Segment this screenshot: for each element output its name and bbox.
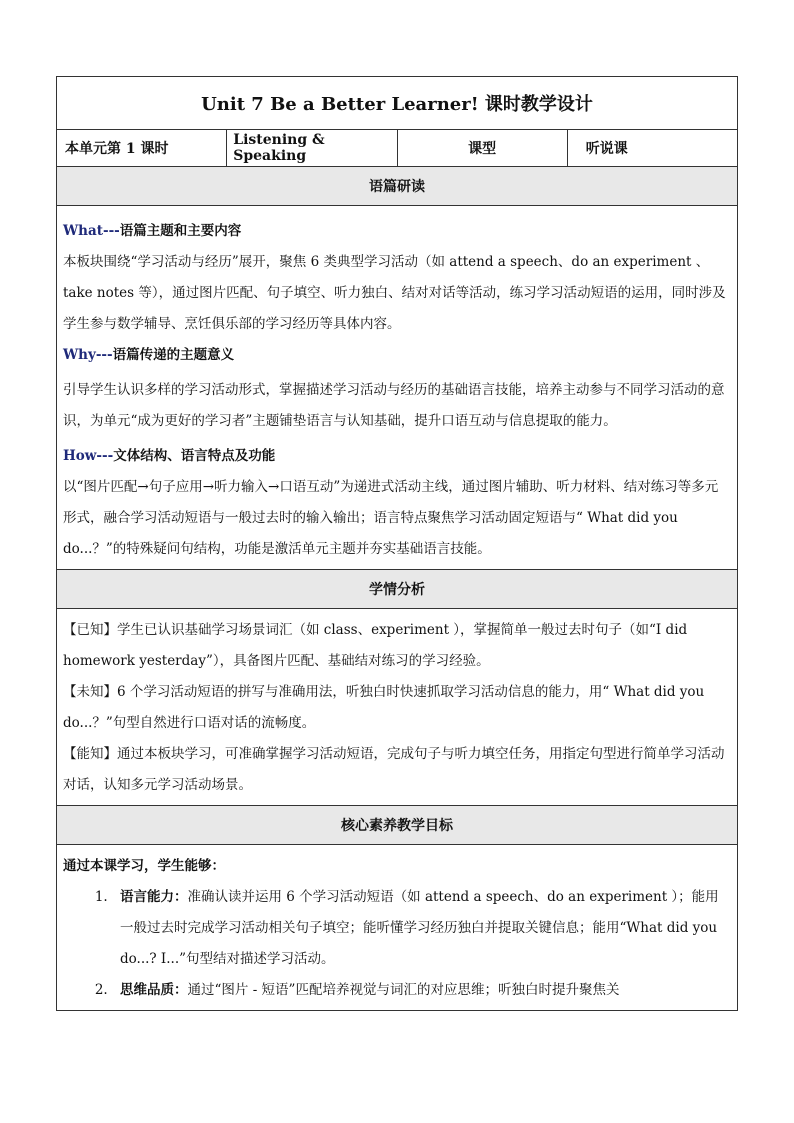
objective-item [112, 882, 729, 975]
teaching-objectives-body [57, 845, 738, 1011]
how-heading [63, 441, 729, 472]
meta-row [57, 130, 738, 167]
objective-text: 准确认读并运用 6 个学习活动短语（如 attend a speech、do an experiment ）；能用一般过去时完成学习活动相关句子填空；能听懂学习经历独白并提取关键信息；能用“What did you do...? I...”句型结对描述学习活动。 [120, 889, 719, 967]
how-paragraph: 以“图片匹配→句子应用→听力输入→口语互动”为递进式活动主线，通过图片辅助、听力材料、结对练习等多元形式，融合学习活动短语与一般过去时的输入输出；语言特点聚焦学习活动固定短语与“ What did you do...？”的特殊疑问句结构，功能是激活单元主题并夯实基础语言技能。 [63, 479, 719, 557]
lesson-topic-cell: Listening & Speaking [227, 130, 397, 167]
unknown-paragraph: 【未知】6 个学习活动短语的拼写与准确用法，听独白时快速抓取学习活动信息的能力，用“ What did you do...？”句型自然进行口语对话的流畅度。 [63, 684, 705, 731]
objective-label: 思维品质： [120, 982, 188, 998]
why-paragraph: 引导学生认识多样的学习活动形式，掌握描述学习活动与经历的基础语言技能，培养主动参与不同学习活动的意识，为单元“成为更好的学习者”主题铺垫语言与认知基础，提升口语互动与信息提取的能力。 [63, 382, 725, 429]
document-title: Unit 7 Be a Better Learner! 课时教学设计 [57, 77, 738, 130]
objective-text: 通过“图片 - 短语”匹配培养视觉与词汇的对应思维；听独白时提升聚焦关 [187, 982, 620, 998]
learner-analysis-body [57, 609, 738, 806]
lesson-plan-table [56, 76, 738, 1011]
can-know-paragraph: 【能知】通过本板块学习，可准确掌握学习活动短语，完成句子与听力填空任务，用指定句型进行简单学习活动对话，认知多元学习活动场景。 [63, 746, 725, 793]
how-lead: How--- [63, 448, 114, 464]
objectives-list [63, 882, 729, 1006]
section-heading-text-analysis: 语篇研读 [57, 167, 738, 206]
lesson-plan-document [56, 76, 738, 1011]
section-heading-teaching-objectives: 核心素养教学目标 [57, 806, 738, 845]
objectives-intro: 通过本课学习，学生能够： [63, 858, 225, 874]
what-title: 语篇主题和主要内容 [119, 223, 242, 239]
lesson-number-cell: 本单元第 1 课时 [57, 130, 227, 167]
section-heading-learner-analysis: 学情分析 [57, 570, 738, 609]
how-title: 文体结构、语言特点及功能 [113, 448, 276, 464]
lesson-type-label: 课型 [397, 130, 567, 167]
lesson-type-value: 听说课 [567, 130, 737, 167]
objective-item [112, 975, 729, 1006]
objective-label: 语言能力： [120, 889, 188, 905]
text-analysis-body [57, 206, 738, 570]
known-paragraph: 【已知】学生已认识基础学习场景词汇（如 class、experiment ），掌握简单一般过去时句子（如“I did homework yesterday”），具备图片匹配、基础结对练习的学习经验。 [63, 622, 688, 669]
what-heading [63, 216, 729, 247]
why-title: 语篇传递的主题意义 [112, 347, 235, 363]
what-lead: What--- [63, 223, 120, 239]
why-heading [63, 340, 729, 371]
why-lead: Why--- [63, 347, 113, 363]
what-paragraph: 本板块围绕“学习活动与经历”展开，聚焦 6 类典型学习活动（如 attend a speech、do an experiment 、take notes 等），通过图片匹配、句子填空、听力独白、结对对话等活动，练习学习活动短语的运用，同时涉及学生参与数学辅导、烹饪俱乐部的学习经历等具体内容。 [63, 254, 726, 332]
